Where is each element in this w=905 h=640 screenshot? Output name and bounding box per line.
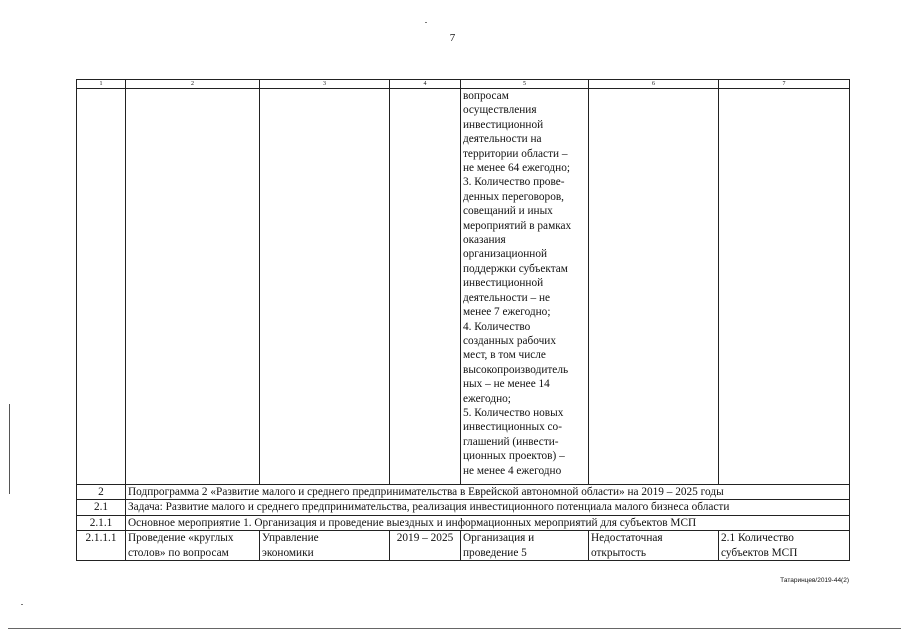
row-number: 2.1.1: [77, 515, 126, 530]
period-cell: 2019 – 2025: [390, 531, 461, 561]
subprogram-row: [77, 485, 850, 500]
column-number: 1: [77, 80, 126, 89]
page-number: 7: [449, 32, 456, 44]
indicators-continued-cell: вопросам осуществления инвестиционной деятельности на территории области – не менее 64 ежегодно; 3. Количество прове- денных переговоров, совещаний и иных мероприятий в рамках оказания организационной поддержки субъектам инвестиционной деятельности – не менее 7 ежегодно; 4. Количество созданных рабочих мест, в том числе высокопроизводитель ных – не менее 14 ежегодно; 5. Количество новых инвестиционных со- глашений (инвести- ционных проектов) – не менее 4 ежегодно: [461, 89, 589, 485]
task-row: [77, 500, 850, 515]
column-number: 6: [589, 80, 719, 89]
subprogram-title: Подпрограмма 2 «Развитие малого и среднего предпринимательства в Еврейской автономной области» на 2019 – 2025 годы: [126, 485, 850, 500]
scan-speck: [425, 22, 427, 23]
task-title: Задача: Развитие малого и среднего предпринимательства, реализация инвестиционного потенциала малого бизнеса области: [126, 500, 850, 515]
empty-cell: [126, 89, 260, 485]
column-number: 3: [260, 80, 390, 89]
main-event-title: Основное мероприятие 1. Организация и проведение выездных и информационных мероприятий для субъектов МСП: [126, 515, 850, 530]
document-code: Татаринцев/2019-44(2): [780, 577, 849, 584]
empty-cell: [719, 89, 850, 485]
empty-cell: [77, 89, 126, 485]
column-number-row: [77, 80, 850, 89]
empty-cell: [260, 89, 390, 485]
empty-cell: [390, 89, 461, 485]
indicator-link-cell: 2.1 Количество субъектов МСП: [719, 531, 850, 561]
result-cell: Организация и проведение 5: [461, 531, 589, 561]
program-table: [76, 79, 850, 561]
column-number: 7: [719, 80, 850, 89]
bottom-rule: [8, 628, 901, 629]
table-row: [77, 531, 850, 561]
continued-row: [77, 89, 850, 485]
row-number: 2.1.1.1: [77, 531, 126, 561]
main-event-row: [77, 515, 850, 530]
column-number: 2: [126, 80, 260, 89]
empty-cell: [589, 89, 719, 485]
event-name-cell: Проведение «круглых столов» по вопросам: [126, 531, 260, 561]
executor-cell: Управление экономики: [260, 531, 390, 561]
row-number: 2: [77, 485, 126, 500]
scan-speck: [21, 604, 23, 605]
consequences-cell: Недостаточная открытость: [589, 531, 719, 561]
column-number: 4: [390, 80, 461, 89]
column-number: 5: [461, 80, 589, 89]
margin-scan-mark: [9, 404, 10, 494]
row-number: 2.1: [77, 500, 126, 515]
